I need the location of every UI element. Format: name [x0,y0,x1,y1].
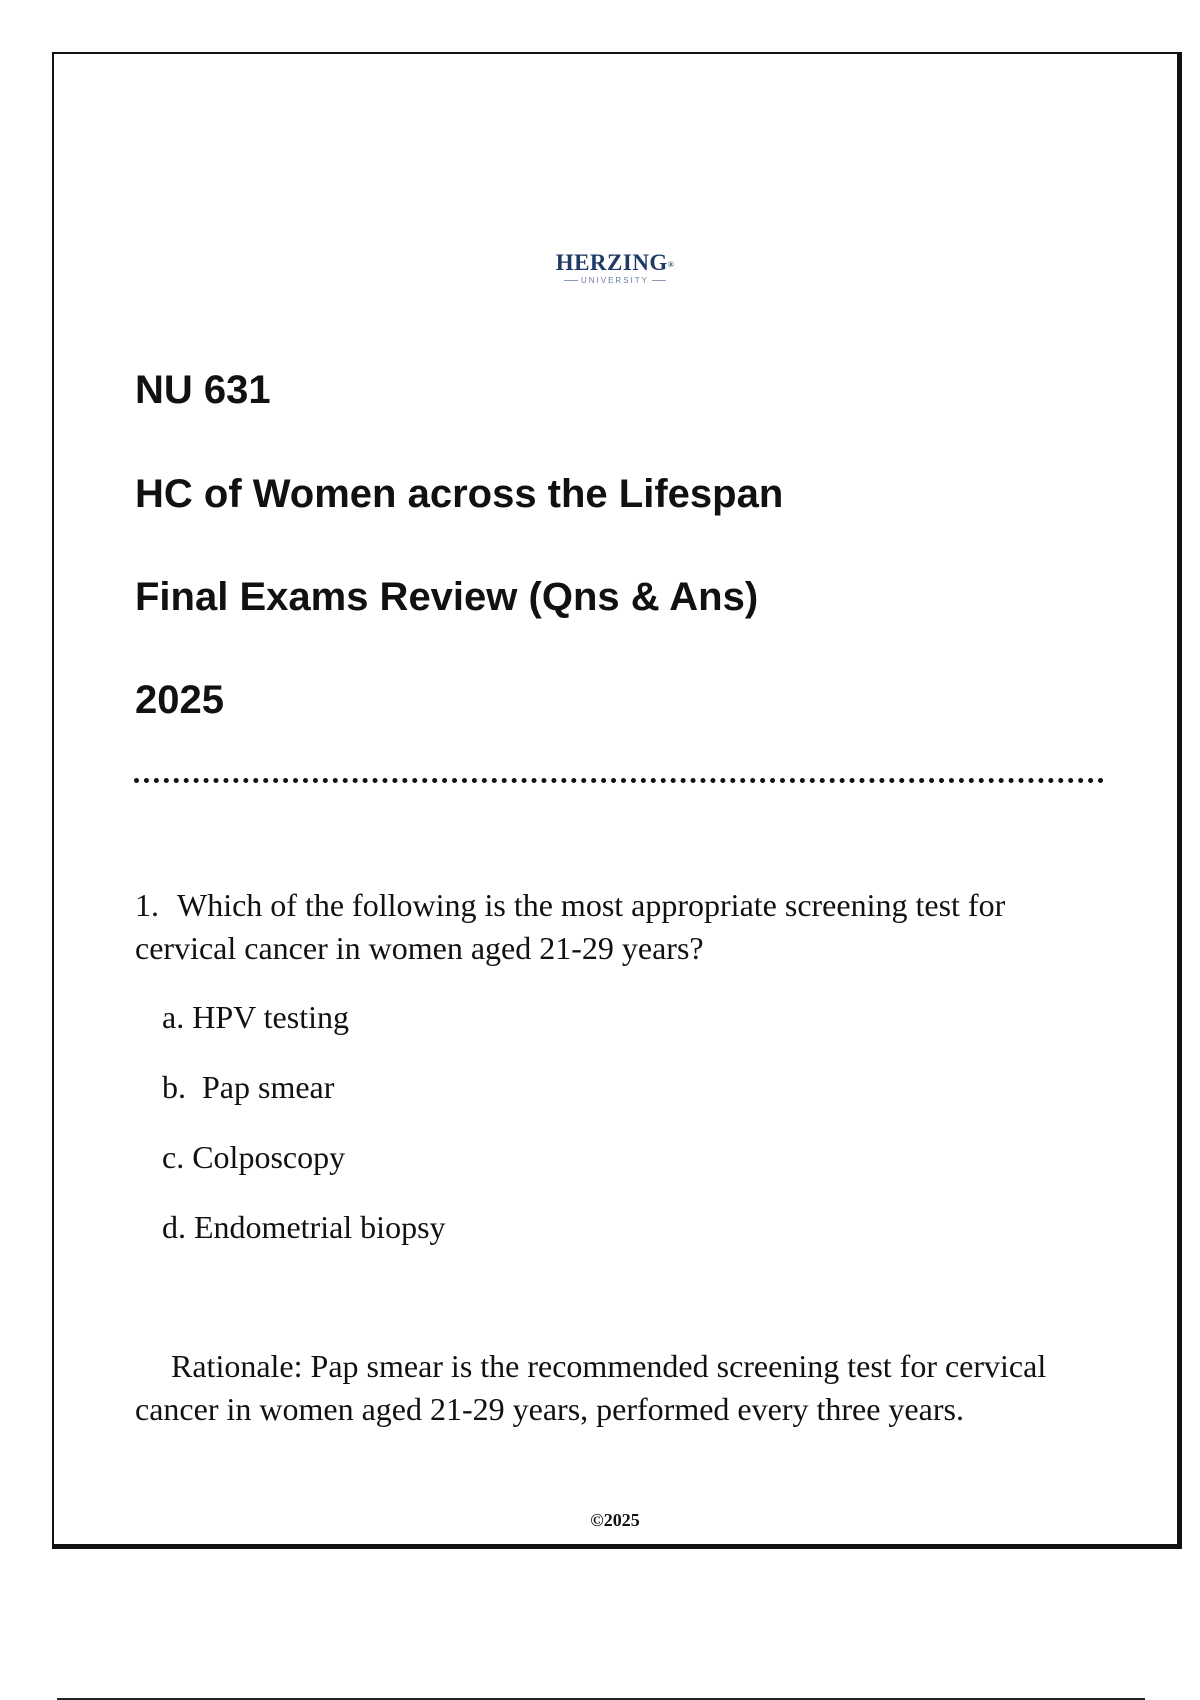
registered-mark: ® [667,260,675,269]
logo-name: HERZING [555,250,668,275]
option-d [162,1207,446,1247]
option-b [162,1067,334,1107]
option-c [162,1137,345,1177]
option-text: HPV testing [192,999,349,1035]
logo-rule-left [564,280,578,281]
logo-wordmark [500,250,730,276]
option-letter: a. [162,999,185,1035]
rationale: Rationale: Pap smear is the recommended screening test for cervical cancer in women aged 21-29 years, performed every three years. [135,1348,1047,1427]
question-text: Which of the following is the most appropriate screening test for cervical cancer in women aged 21-29 years? [135,887,1006,966]
question-1 [135,884,1095,970]
review-title: Final Exams Review (Qns & Ans) [135,575,759,619]
option-a [162,997,349,1037]
option-text: Endometrial biopsy [194,1209,446,1245]
logo-rule-right [652,280,666,281]
option-letter: c. [162,1139,185,1175]
course-code: NU 631 [135,368,271,412]
question-number: 1. [135,887,159,923]
herzing-university-logo [500,250,730,286]
copyright: ©2025 [590,1510,640,1530]
dotted-divider [134,778,1104,783]
option-text: Pap smear [202,1069,335,1105]
option-letter: d. [162,1209,186,1245]
course-title: HC of Women across the Lifespan [135,472,784,516]
logo-subtitle-row [500,276,730,286]
option-text: Colposcopy [192,1139,346,1175]
exam-year: 2025 [135,678,224,722]
option-letter: b. [162,1069,186,1105]
logo-subtitle: UNIVERSITY [580,276,649,285]
